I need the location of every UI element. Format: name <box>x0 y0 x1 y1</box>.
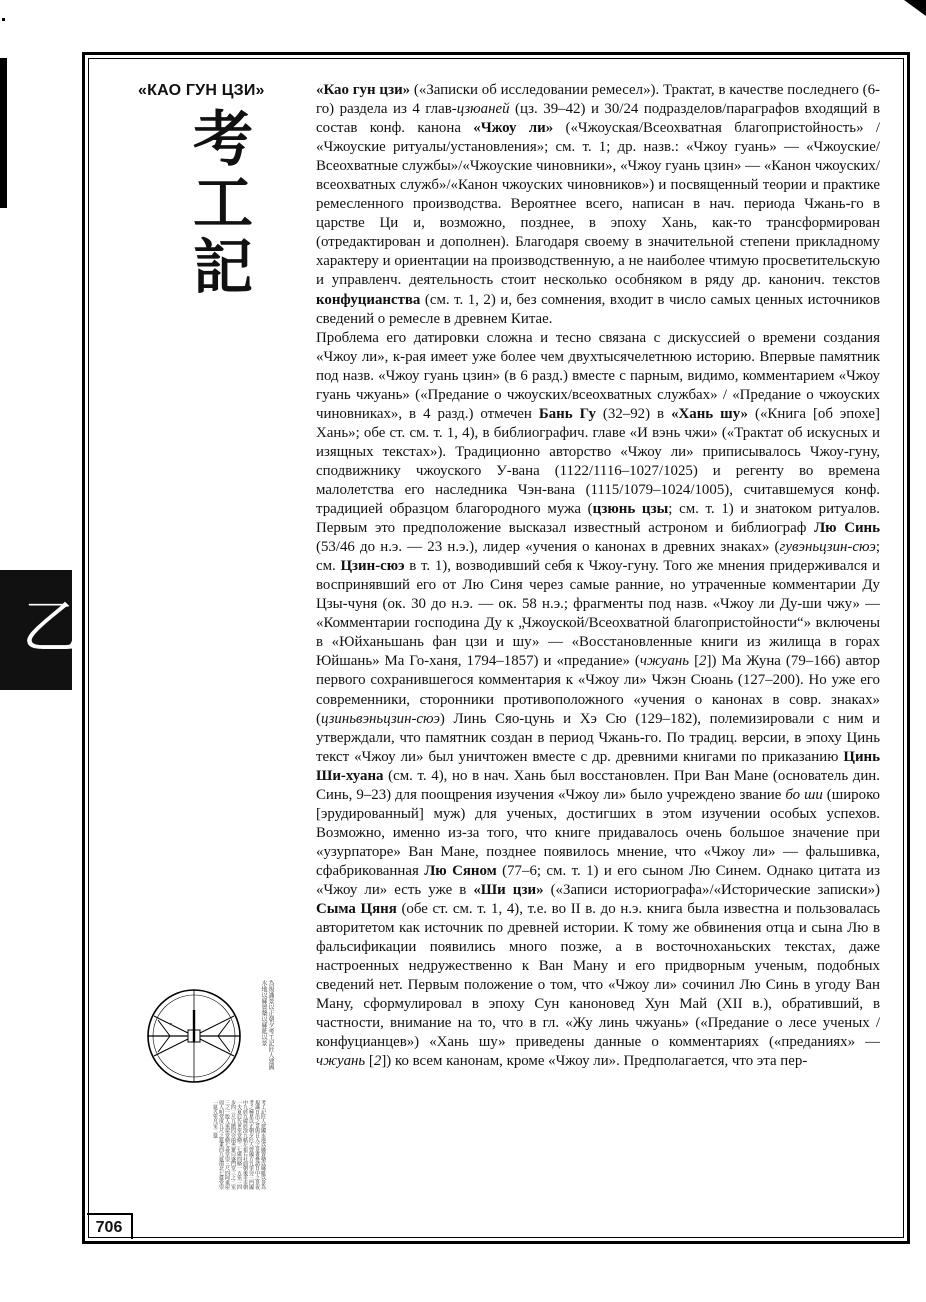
page-number: 706 <box>87 1213 133 1239</box>
svg-text:・: ・ <box>168 1021 175 1028</box>
entry-hanzi-3: 記 <box>193 233 253 303</box>
thumb-index-glyph: 乙 <box>22 593 81 661</box>
entry-heading: «КАО ГУН ЦЗИ» <box>138 82 265 99</box>
article-paragraph-1: «Као гун цзи» («Записки об исследовании ремесел»). Трактат, в качестве последнего (6-го) раздела из 4 глав-цзюаней (цз. 39–42) и 30/24 подразделов/параграфов входящий в состав конф. канона «Чжоу ли» («Чжоуская/Всеохватная благопристойность» / «Чжоуские ритуалы/установления»; см. т. 1; др. назв.: «Чжоу гуань» — «Чжоуские/Всеохватные службы»/«Чжоуские чиновники», «Чжоу гуань цзин» — «Канон чжоуских/всеохватных служб»/«Канон чжоуских чиновников») и посвященный теории и практике ремесленного производства. Вероятнее всего, написан в нач. периода Чжань-го в царстве Ци и, возможно, позднее, в эпоху Хань, как-то трансформирован (отредактирован и дополнен). Благодаря своему в значительной степени прикладному характеру и ориентации на производственную, а не наиболее чтимую просветительскую и управленч. деятельность стоит несколько особняком в ряду др. канонич. текстов конфуцианства (см. т. 1, 2) и, без сомнения, входит в число самых ценных источников сведений о ремесле в древнем Китае. <box>316 82 880 327</box>
entry-hanzi <box>178 105 268 303</box>
illustration <box>140 980 274 1218</box>
illustration-caption: 為規識景以正朝夕考工記匠人建國水地以縣置槷以縣眡以景 <box>260 980 274 1070</box>
scan-corner-mark <box>904 0 926 16</box>
scan-edge-bar <box>0 58 7 208</box>
entry-hanzi-1: 考 <box>193 105 253 175</box>
scan-dot <box>2 18 5 21</box>
illustration-text-block: 考工記匠人建國水地以縣置槷以縣眡以景為規識日出之景與日入之景晝參諸日中之景夜考之極星以正朝夕匠人營國方九里旁三門國中九經九緯經涂九軌左祖右社面朝後市市朝一夫夏后氏世室堂脩二七廣四脩一五室三四步四三尺九階四旁兩夾窻白盛門堂三之二室三之一殷人重屋堂脩七尋堂崇三尺四阿重屋周人明堂度九尺之筵東西九筵南北七筵堂崇一筵五室凡室二筵 <box>212 1100 266 1190</box>
article-paragraph-2: Проблема его датировки сложна и тесно связана с дискуссией о времени создания «Чжоу ли», к-рая имеет уже более чем двухтысячелетнюю историю. Впервые памятник под назв. «Чжоу гуань цзин» (в 6 разд.) вместе с парным, видимо, комментарием «Чжоу гуань чжуань» («Предание о чжоуских/всеохватных службах» / «Предание о чжоуских чиновниках», в 4 разд.) отмечен Бань Гу (32–92) в «Хань шу» («Книга [об эпохе] Хань»; обе ст. см. т. 1, 4), в библиографич. главе «И вэнь чжи» («Трактат об искусных и изящных текстах»). Традиционно авторство «Чжоу ли» приписывалось Чжоу-гуну, сподвижнику чжоуского У-вана (1122/1116–1027/1025) и регенту во времена малолетства его наследника Чэн-вана (1115/1079–1024/1005), считавшемуся конф. традицией образцом благородного мужа (цзюнь цзы; см. т. 1) и знатоком ритуалов. Первым это предположение высказал известный астроном и библиограф Лю Синь (53/46 до н.э. — 23 н.э.), лидер «учения о канонах в древних знаках» (гувэньцзин-сюэ; см. Цзин-сюэ в т. 1), возводивший себя к Чжоу-гуну. Того же мнения придерживался и воспринявший его от Лю Синя через самые ранние, но утраченные комментарии Ду Цзы-чуня (ок. 30 до н.э. — ок. 58 н.э.; фрагменты под назв. «Чжоу ли Ду-ши чжу» — «Комментарии господина Ду к „Чжоуской/Всеохватной благопристойности“» включены в «Юйханьшань фан цзи и шу» — «Восстановленные книги из жилища в горах Юйшань» Ма Го-ханя, 1794–1857) и «предание» (чжуань [2]) Ма Жуна (79–166) автор первого сохранившегося комментария к «Чжоу ли» Чжэн Сюань (127–200). Но уже его современники, сторонники противоположного «учения о канонах в совр. знаках» (цзиньвэньцзин-сюэ) Линь Сяо-цунь и Хэ Сю (129–182), полемизировали с ним и утверждали, что памятник создан в период Чжань-го. По традиц. версии, в эпоху Цинь текст «Чжоу ли» был уничтожен вместе с др. древними книгами по приказанию Цинь Ши-хуана (см. т. 4), но в нач. Хань был восстановлен. При Ван Мане (основатель дин. Синь, 9–23) для поощрения изучения «Чжоу ли» было учреждено звание бо ши (широко [эрудированный] муж) для ученых, достигших в этом изучении особых успехов. Возможно, именно из-за того, что книге придавалось очень большое значение при «узурпаторе» Ван Мане, позднее появилось мнение, что «Чжоу ли» — фальшивка, сфабрикованная Лю Сяном (77–6; см. т. 1) и его сыном Лю Синем. Однако цитата из «Чжоу ли» есть уже в «Ши цзи» («Записи историографа»/«Исторические записки») Сыма Цяня (обе ст. см. т. 1, 4), т.е. во II в. до н.э. книга была известна и пользовалась авторитетом как источник по древней истории. К тому же обвинения отца и сына Лю в фальсификации появились много позже, а в восточноханьских текстах, даже настроенных недружественно к Ван Ману и его придворным ученым, подобных сведений нет. Первым положение о том, что «Чжоу ли» сочинил Лю Синь в угоду Ван Ману, сформулировал в эпоху Сун каноновед Хун Май (XII в.), обративший, в частности, внимание на то, что в гл. «Жу линь чжуань» («Предание о лесе ученых / конфуцианцев») «Хань шу» приведены данные о комментариях («преданиях» — чжуань [2]) ко всем канонам, кроме «Чжоу ли». Предполагается, что эта пер- <box>316 329 880 1070</box>
gnomon-diagram <box>140 980 244 1092</box>
article-body <box>316 81 880 1228</box>
entry-hanzi-2: 工 <box>193 169 253 239</box>
